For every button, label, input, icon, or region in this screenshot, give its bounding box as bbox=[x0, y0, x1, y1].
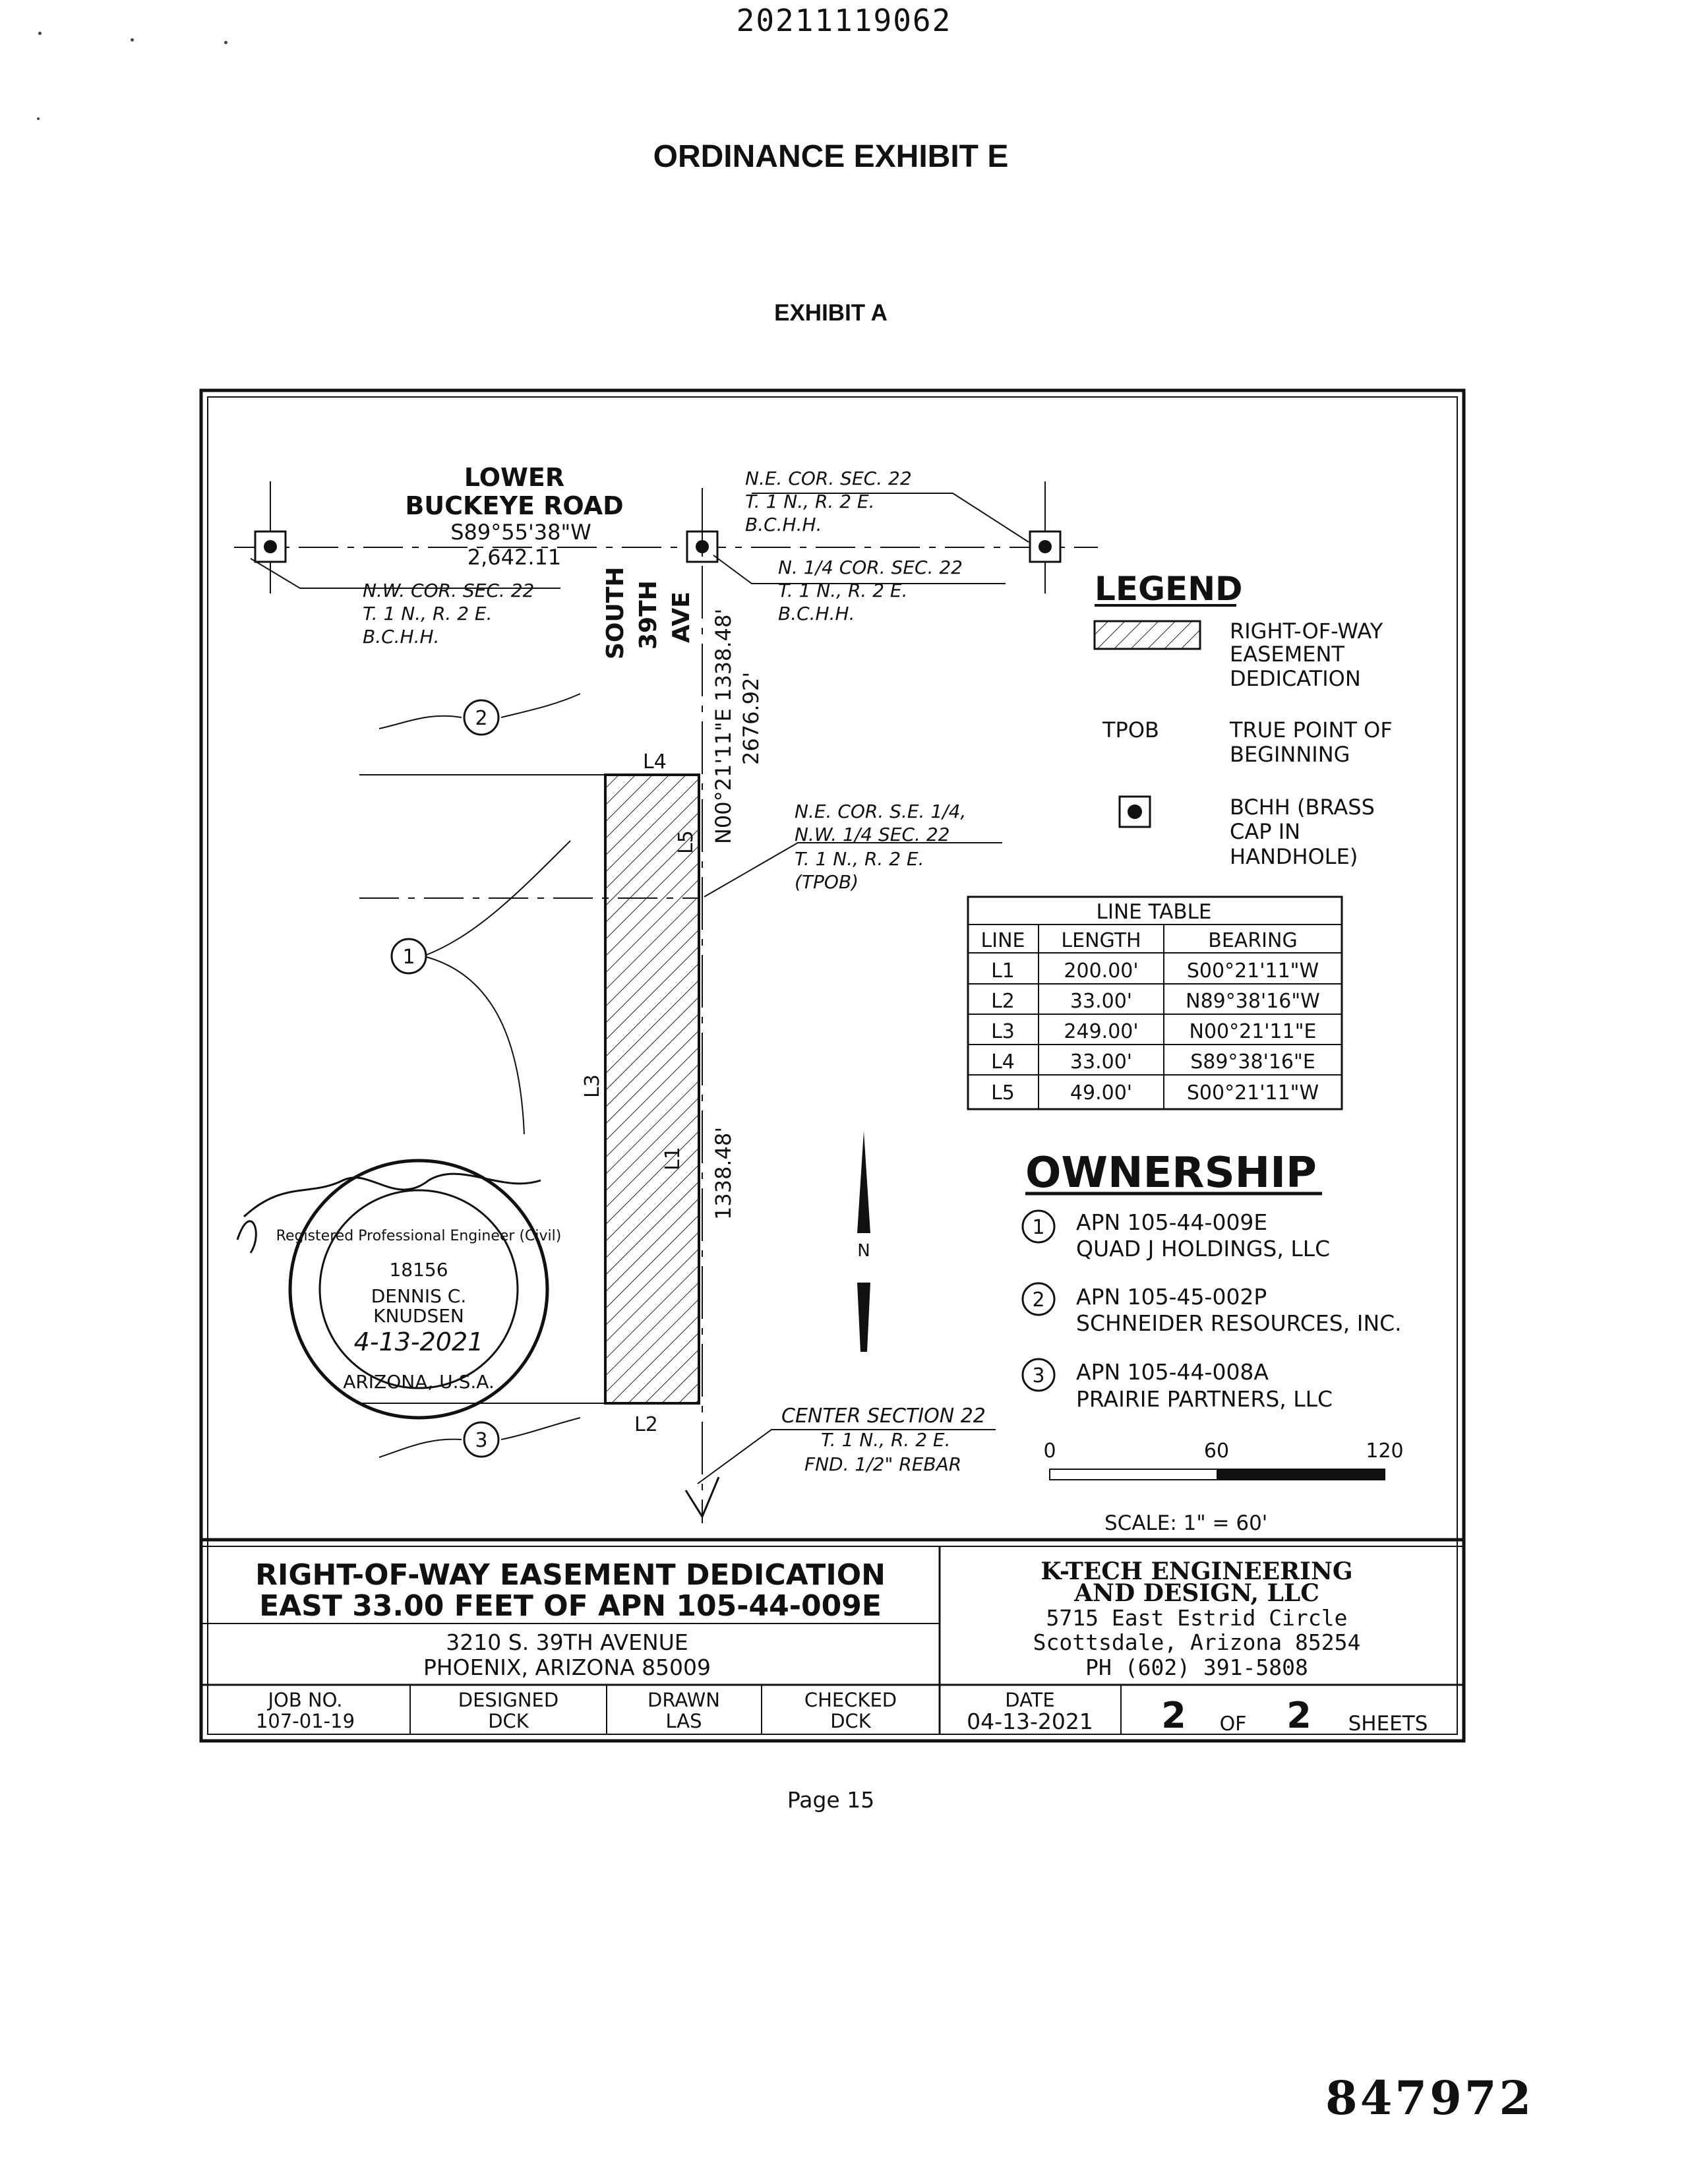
tb-addr-1: 3210 S. 39TH AVENUE bbox=[446, 1629, 688, 1655]
legend-row3-2: CAP IN bbox=[1230, 819, 1301, 844]
seal-ring-top: Registered Professional Engineer (Civil) bbox=[276, 1228, 562, 1244]
nw-monument-icon bbox=[255, 531, 286, 562]
legend-row1-3: DEDICATION bbox=[1230, 666, 1361, 691]
road-bearing: S89°55'38"W bbox=[450, 520, 591, 545]
lower-distance: 1338.48' bbox=[711, 1126, 736, 1220]
tb-firm-2: AND DESIGN, LLC bbox=[1074, 1579, 1319, 1607]
ne-corner-3: B.C.H.H. bbox=[745, 514, 822, 535]
center-section-1: CENTER SECTION 22 bbox=[781, 1405, 986, 1428]
tb-sheet: 2 bbox=[1161, 1695, 1186, 1736]
center-line-bearing: N00°21'11"E 1338.48' bbox=[711, 608, 736, 844]
tb-date-label: DATE bbox=[1005, 1689, 1055, 1711]
avenue-1: SOUTH bbox=[602, 566, 629, 659]
avenue-2: 39TH bbox=[635, 580, 662, 650]
legend-row2-2: BEGINNING bbox=[1230, 742, 1350, 767]
callout-2-right-leader bbox=[501, 694, 580, 717]
legend-row2-key: TPOB bbox=[1102, 717, 1159, 743]
seal-ring-bottom: ARIZONA, U.S.A. bbox=[343, 1371, 495, 1393]
scale-tick-0: 0 bbox=[1043, 1440, 1056, 1463]
lt-r3-length: 249.00' bbox=[1064, 1020, 1139, 1043]
legend-row2-1: TRUE POINT OF bbox=[1230, 717, 1393, 743]
nw-corner-2: T. 1 N., R. 2 E. bbox=[363, 603, 493, 624]
owner-3-name: PRAIRIE PARTNERS, LLC bbox=[1076, 1386, 1333, 1412]
tb-job-label: JOB NO. bbox=[268, 1689, 343, 1711]
ne-corner-2: T. 1 N., R. 2 E. bbox=[745, 491, 875, 512]
legend-row3-1: BCHH (BRASS bbox=[1230, 795, 1375, 820]
scale-tick-120: 120 bbox=[1366, 1440, 1404, 1463]
center-line-total: 2676.92' bbox=[738, 671, 764, 765]
tb-main-1: RIGHT-OF-WAY EASEMENT DEDICATION bbox=[255, 1558, 886, 1592]
lt-r5-length: 49.00' bbox=[1070, 1081, 1133, 1105]
tb-checked-label: CHECKED bbox=[804, 1689, 897, 1711]
callout-1-label: 1 bbox=[402, 946, 415, 969]
lt-header-line: LINE bbox=[980, 929, 1025, 952]
easement-strip bbox=[605, 775, 699, 1403]
owner-3-apn: APN 105-44-008A bbox=[1076, 1359, 1269, 1385]
tpob-note-4: (TPOB) bbox=[795, 871, 859, 893]
recording-number: 20211119062 bbox=[736, 3, 952, 38]
legend-title: LEGEND bbox=[1095, 570, 1243, 608]
document-title: ORDINANCE EXHIBIT E bbox=[653, 139, 1009, 174]
callout-3-left-leader bbox=[379, 1440, 462, 1457]
center-section-3: FND. 1/2" REBAR bbox=[804, 1453, 962, 1475]
lt-r4-bearing: S89°38'16"E bbox=[1190, 1050, 1315, 1074]
lt-r5-line: L5 bbox=[991, 1081, 1015, 1105]
tpob-note-3: T. 1 N., R. 2 E. bbox=[795, 848, 924, 870]
exhibit-subtitle: EXHIBIT A bbox=[774, 300, 888, 326]
n-quarter-3: B.C.H.H. bbox=[778, 603, 855, 624]
callout-2-label: 2 bbox=[475, 707, 488, 730]
lt-r2-bearing: N89°38'16"W bbox=[1186, 990, 1320, 1013]
label-l5: L5 bbox=[675, 830, 698, 854]
tb-addr-2: PHOENIX, ARIZONA 85009 bbox=[423, 1654, 711, 1680]
stamp-number: 847972 bbox=[1325, 2071, 1534, 2125]
lt-header-length: LENGTH bbox=[1061, 929, 1141, 952]
lt-r4-line: L4 bbox=[991, 1050, 1015, 1074]
nw-corner-3: B.C.H.H. bbox=[363, 626, 440, 648]
legend-row1-2: EASEMENT bbox=[1230, 642, 1344, 667]
scale-label: SCALE: 1" = 60' bbox=[1104, 1511, 1268, 1535]
tb-designed: DCK bbox=[488, 1710, 529, 1732]
road-name-2: BUCKEYE ROAD bbox=[405, 491, 624, 520]
lt-r2-length: 33.00' bbox=[1070, 990, 1133, 1013]
tb-firm-3: 5715 East Estrid Circle bbox=[1046, 1605, 1348, 1631]
tpob-note-1: N.E. COR. S.E. 1/4, bbox=[795, 801, 967, 822]
legend-hatch-swatch bbox=[1095, 621, 1200, 649]
label-l1: L1 bbox=[661, 1147, 684, 1170]
seal-date: 4-13-2021 bbox=[353, 1327, 484, 1356]
callout-1-leader-b bbox=[423, 956, 524, 1134]
tb-drawn: LAS bbox=[665, 1710, 702, 1732]
line-table bbox=[968, 897, 1342, 1109]
page-number: Page 15 bbox=[787, 1787, 875, 1813]
legend-bchh-icon bbox=[1120, 797, 1150, 827]
ne-monument-icon bbox=[1030, 531, 1060, 562]
owner-2-num: 2 bbox=[1032, 1289, 1045, 1312]
label-l2: L2 bbox=[634, 1413, 658, 1436]
lt-r5-bearing: S00°21'11"W bbox=[1186, 1081, 1319, 1105]
lt-r1-length: 200.00' bbox=[1064, 959, 1139, 983]
tb-job: 107-01-19 bbox=[255, 1710, 355, 1732]
lt-r1-line: L1 bbox=[991, 959, 1015, 983]
callout-3-label: 3 bbox=[475, 1429, 488, 1452]
tb-firm-5: PH (602) 391-5808 bbox=[1085, 1654, 1308, 1680]
lt-r2-line: L2 bbox=[991, 990, 1015, 1013]
line-table-title: LINE TABLE bbox=[1096, 900, 1212, 924]
callout-3-right-leader bbox=[501, 1418, 580, 1440]
tb-date: 04-13-2021 bbox=[967, 1709, 1093, 1734]
north-label: N bbox=[857, 1241, 870, 1261]
owner-1-apn: APN 105-44-009E bbox=[1076, 1209, 1268, 1235]
ne-corner-1: N.E. COR. SEC. 22 bbox=[745, 468, 912, 489]
ownership-title: OWNERSHIP bbox=[1025, 1149, 1317, 1198]
seal-number-visible: 18156 bbox=[389, 1259, 448, 1281]
label-l4: L4 bbox=[643, 750, 667, 774]
lt-r4-length: 33.00' bbox=[1070, 1050, 1133, 1074]
owner-1-num: 1 bbox=[1032, 1216, 1045, 1239]
center-section-2: T. 1 N., R. 2 E. bbox=[821, 1429, 951, 1451]
tb-sheets: SHEETS bbox=[1348, 1712, 1428, 1736]
lt-header-bearing: BEARING bbox=[1208, 929, 1298, 952]
scale-tick-60: 60 bbox=[1203, 1440, 1230, 1463]
avenue-3: AVE bbox=[668, 592, 695, 643]
owner-3-num: 3 bbox=[1032, 1364, 1045, 1387]
road-distance: 2,642.11 bbox=[467, 545, 562, 570]
tb-total: 2 bbox=[1286, 1695, 1311, 1736]
callout-2-left-leader bbox=[379, 716, 462, 729]
seal-name-1: DENNIS C. bbox=[371, 1285, 467, 1307]
lt-r3-bearing: N00°21'11"E bbox=[1189, 1020, 1317, 1043]
n-quarter-1: N. 1/4 COR. SEC. 22 bbox=[778, 557, 963, 578]
tb-of: OF bbox=[1219, 1713, 1247, 1736]
road-name-1: LOWER bbox=[464, 463, 565, 492]
seal-name-2: KNUDSEN bbox=[373, 1305, 464, 1327]
tpob-note-2: N.W. 1/4 SEC. 22 bbox=[795, 824, 950, 845]
tb-firm-4: Scottsdale, Arizona 85254 bbox=[1033, 1629, 1361, 1655]
tb-drawn-label: DRAWN bbox=[648, 1689, 720, 1711]
lt-r3-line: L3 bbox=[991, 1020, 1015, 1043]
tb-checked: DCK bbox=[830, 1710, 871, 1732]
tb-main-2: EAST 33.00 FEET OF APN 105-44-009E bbox=[259, 1589, 882, 1623]
tb-firm-1: K-TECH ENGINEERING bbox=[1040, 1558, 1353, 1585]
lt-r1-bearing: S00°21'11"W bbox=[1186, 959, 1319, 983]
tb-designed-label: DESIGNED bbox=[458, 1689, 559, 1711]
label-l3: L3 bbox=[581, 1074, 604, 1098]
owner-2-apn: APN 105-45-002P bbox=[1076, 1284, 1267, 1310]
scale-bar-fill bbox=[1217, 1469, 1385, 1480]
n-quarter-2: T. 1 N., R. 2 E. bbox=[778, 580, 908, 601]
legend-row3-3: HANDHOLE) bbox=[1230, 844, 1358, 869]
owner-2-name: SCHNEIDER RESOURCES, INC. bbox=[1076, 1310, 1402, 1336]
owner-1-name: QUAD J HOLDINGS, LLC bbox=[1076, 1236, 1331, 1261]
nw-corner-1: N.W. COR. SEC. 22 bbox=[363, 580, 535, 601]
legend-row1-1: RIGHT-OF-WAY bbox=[1230, 619, 1383, 644]
